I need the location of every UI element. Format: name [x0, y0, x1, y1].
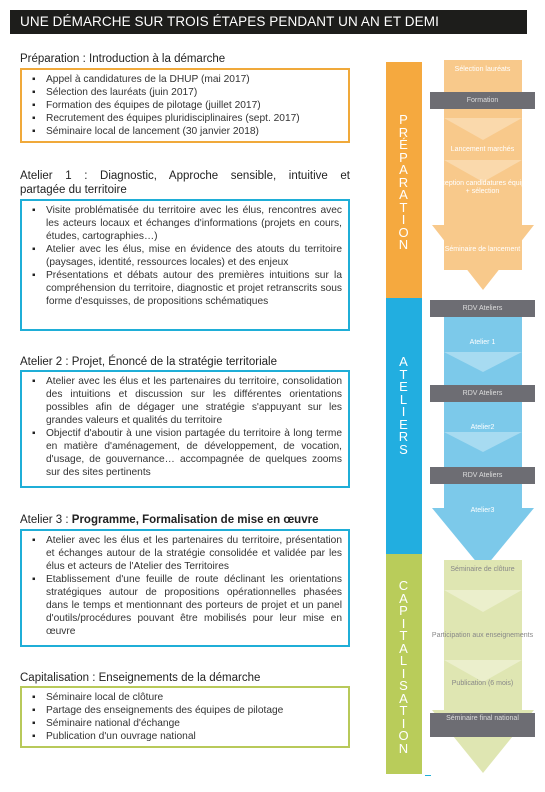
diagram-label-selection: Sélection lauréats [454, 66, 511, 73]
list-item: ▪ Sélection des lauréats (juin 2017) [28, 86, 342, 99]
list-item: ▪ Séminaire national d'échange [28, 717, 342, 730]
phase-label-preparation: P R É P A R A T I O N [398, 112, 409, 252]
list-item: ▪ Atelier avec les élus et les partenaires du territoire, consolidation des intuitions et discussion sur les différentes orientations possibles afin de dégager une stratégie s'appuyant sur les grandes valeurs et qualités du territoire [28, 375, 342, 427]
ateliers-arrow-shaft [444, 300, 522, 520]
capitalisation-arrow-shaft [444, 560, 522, 730]
list-item: ▪ Publication d'un ouvrage national [28, 730, 342, 743]
diagram-label-atelier2: Atelier2 [470, 424, 495, 431]
list-item: ▪ Appel à candidatures de la DHUP (mai 2017) [28, 73, 342, 86]
diagram-label-seminaire-cloture: Séminaire de clôture [450, 566, 515, 573]
diagram-bar-formation: Formation [430, 92, 535, 109]
diagram-label-publication: Publication (6 mois) [451, 680, 514, 687]
list-item: ▪ Atelier avec les élus et les partenaires du territoire, présentation et échanges autour de la stratégie consolidée et validée par les élus et acteurs de l'Atelier des Territoires [28, 534, 342, 573]
section-title-atelier2: Atelier 2 : Projet, Énoncé de la stratégie territoriale [20, 356, 277, 368]
section-title-atelier1: Atelier 1 : Diagnostic, Approche sensible, intuitive et [20, 170, 350, 182]
section-title-atelier1-line2: partagée du territoire [20, 184, 127, 196]
list-item: ▪ Formation des équipes de pilotage (juillet 2017) [28, 99, 342, 112]
list-item: ▪ Atelier avec les élus, mise en évidence des atouts du territoire (paysages, identité, ressources locales) et des enjeux [28, 243, 342, 269]
list-item: ▪ Recrutement des équipes pluridisciplinaires (sept. 2017) [28, 112, 342, 125]
diagram-label-reception: Réception candidatures équipes + sélection [432, 180, 533, 195]
diagram-label-atelier1: Atelier 1 [469, 339, 496, 346]
diagram-bar-seminaire-final: Séminaire final national [430, 713, 535, 737]
page-banner: UNE DÉMARCHE SUR TROIS ÉTAPES PENDANT UN AN ET DEMI [10, 10, 527, 34]
diagram-bar-rdv3: RDV Ateliers [430, 467, 535, 484]
diagram-label-atelier3: Atelier3 [470, 507, 495, 514]
diagram-label-lancement-marches: Lancement marchés [450, 146, 515, 153]
phase-label-ateliers: A T E L I E R S [398, 354, 409, 457]
phase-label-capitalisation-column [385, 554, 422, 774]
diagram-bar-rdv1: RDV Ateliers [430, 300, 535, 317]
list-item: ▪ Séminaire local de clôture [28, 691, 342, 704]
phase-label-capitalisation: C A P I T A L I S A T I O N [398, 578, 409, 756]
list-item: ▪ Objectif d'aboutir à une vision partagée du territoire à long terme en matière d'aménagement, de développement, de vocation, d'usage, de gouvernance… accompagnée de quelques zooms sur des sites pertinents [28, 427, 342, 479]
phase-label-ateliers-column [385, 298, 422, 554]
section-title-capitalisation: Capitalisation : Enseignements de la démarche [20, 672, 261, 684]
diagram-label-participation: Participation aux enseignements [431, 632, 534, 639]
footer-mark [425, 775, 431, 776]
section-title-atelier3-bold: Programme, Formalisation de mise en œuvre [71, 514, 319, 526]
list-item: ▪ Présentations et débats autour des premières intuitions sur la compréhension du territoire, diagnostic et projet retranscrits sous forme d'esquisses, de propositions schématiques [28, 269, 342, 308]
list-item: ▪ Visite problématisée du territoire avec les élus, rencontres avec les acteurs locaux et échanges d'informations (projets en cours, études, cartographies…) [28, 204, 342, 243]
section-title-atelier3-prefix: Atelier 3 : [20, 514, 72, 526]
list-item: ▪ Séminaire local de lancement (30 janvier 2018) [28, 125, 342, 138]
phase-label-preparation-column [385, 62, 422, 298]
diagram-label-seminaire-lancement: Séminaire de lancement [444, 246, 521, 253]
section-title-preparation: Préparation : Introduction à la démarche [20, 53, 226, 65]
list-item: ▪ Etablissement d'une feuille de route déclinant les orientations stratégiques autour de propositions opérationnelles phasées dans le temps et mentionnant des porteurs de projet et un panel d'outils/procédures pouvant être mobilisés pour leur mise en œuvre [28, 573, 342, 638]
diagram-bar-rdv2: RDV Ateliers [430, 385, 535, 402]
list-item: ▪ Partage des enseignements des équipes de pilotage [28, 704, 342, 717]
